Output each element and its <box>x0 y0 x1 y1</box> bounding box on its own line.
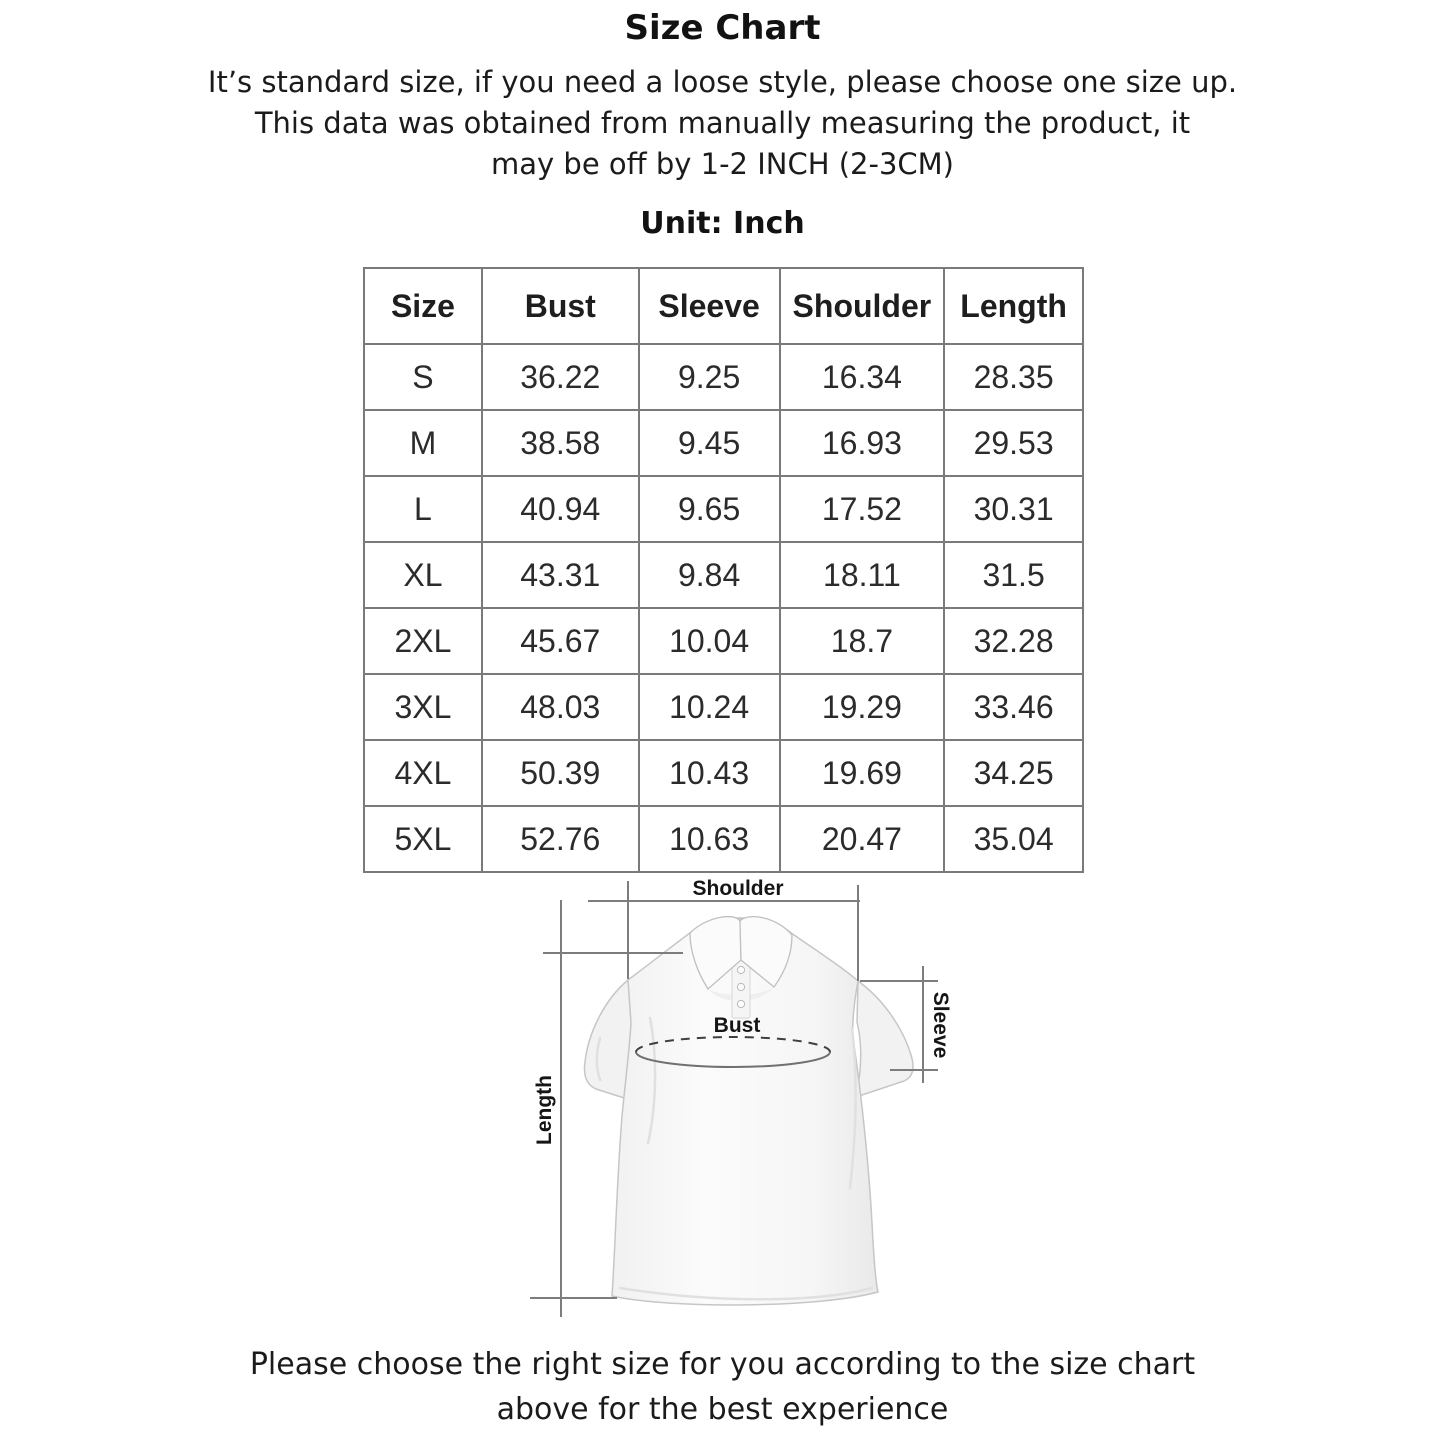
measurement-cell: 16.93 <box>780 410 945 476</box>
measurement-cell: 19.69 <box>780 740 945 806</box>
row-size-label: XL <box>364 542 482 608</box>
measurement-cell: 19.29 <box>780 674 945 740</box>
measurement-cell: 48.03 <box>482 674 639 740</box>
measurement-cell: 35.04 <box>944 806 1083 872</box>
measurement-cell: 10.63 <box>639 806 780 872</box>
size-table-body <box>364 344 1083 872</box>
row-size-label: S <box>364 344 482 410</box>
polo-shirt-illustration <box>500 868 1000 1330</box>
measurement-cell: 30.31 <box>944 476 1083 542</box>
table-row <box>364 674 1083 740</box>
footer-text <box>0 1342 1445 1432</box>
measurement-cell: 20.47 <box>780 806 945 872</box>
measurement-cell: 9.25 <box>639 344 780 410</box>
measurement-cell: 33.46 <box>944 674 1083 740</box>
measurement-cell: 10.43 <box>639 740 780 806</box>
table-row <box>364 608 1083 674</box>
table-row <box>364 344 1083 410</box>
intro-text <box>0 62 1445 185</box>
table-row <box>364 740 1083 806</box>
footer-line: above for the best experience <box>496 1392 949 1427</box>
unit-label: Unit: Inch <box>640 206 805 241</box>
footer-line: Please choose the right size for you according to the size chart <box>249 1347 1196 1382</box>
sleeve-label: Sleeve <box>929 991 952 1059</box>
measurement-cell: 10.04 <box>639 608 780 674</box>
column-header: Sleeve <box>639 268 780 344</box>
measurement-cell: 50.39 <box>482 740 639 806</box>
column-header: Size <box>364 268 482 344</box>
header-row <box>364 268 1083 344</box>
measurement-cell: 18.7 <box>780 608 945 674</box>
measurement-diagram <box>500 868 1000 1330</box>
measurement-cell: 36.22 <box>482 344 639 410</box>
measurement-cell: 28.35 <box>944 344 1083 410</box>
right-sleeve <box>856 981 913 1097</box>
row-size-label: 4XL <box>364 740 482 806</box>
size-table <box>363 267 1084 873</box>
bust-label: Bust <box>713 1014 761 1037</box>
measurement-cell: 29.53 <box>944 410 1083 476</box>
measurement-cell: 34.25 <box>944 740 1083 806</box>
column-header: Shoulder <box>780 268 945 344</box>
measurement-cell: 10.24 <box>639 674 780 740</box>
measurement-cell: 9.84 <box>639 542 780 608</box>
buttons <box>737 966 744 1007</box>
row-size-label: 2XL <box>364 608 482 674</box>
measurement-cell: 17.52 <box>780 476 945 542</box>
table-row <box>364 476 1083 542</box>
measurement-cell: 52.76 <box>482 806 639 872</box>
page-title: Size Chart <box>624 8 821 48</box>
row-size-label: L <box>364 476 482 542</box>
measurement-cell: 40.94 <box>482 476 639 542</box>
measurement-cell: 45.67 <box>482 608 639 674</box>
measurement-cell: 43.31 <box>482 542 639 608</box>
column-header: Length <box>944 268 1083 344</box>
measurement-cell: 31.5 <box>944 542 1083 608</box>
row-size-label: 3XL <box>364 674 482 740</box>
table-row <box>364 542 1083 608</box>
measurement-cell: 16.34 <box>780 344 945 410</box>
measurement-cell: 38.58 <box>482 410 639 476</box>
measurement-cell: 32.28 <box>944 608 1083 674</box>
column-header: Bust <box>482 268 639 344</box>
row-size-label: 5XL <box>364 806 482 872</box>
intro-line: may be off by 1-2 INCH (2-3CM) <box>491 147 954 181</box>
table-row <box>364 410 1083 476</box>
size-table-header <box>364 268 1083 344</box>
measurement-cell: 9.65 <box>639 476 780 542</box>
intro-line: This data was obtained from manually measuring the product, it <box>254 106 1191 140</box>
measurement-cell: 9.45 <box>639 410 780 476</box>
row-size-label: M <box>364 410 482 476</box>
measurement-cell: 18.11 <box>780 542 945 608</box>
shoulder-label: Shoulder <box>692 877 784 900</box>
intro-line: It’s standard size, if you need a loose style, please choose one size up. <box>207 65 1238 99</box>
table-row <box>364 806 1083 872</box>
length-label: Length <box>533 1075 556 1145</box>
